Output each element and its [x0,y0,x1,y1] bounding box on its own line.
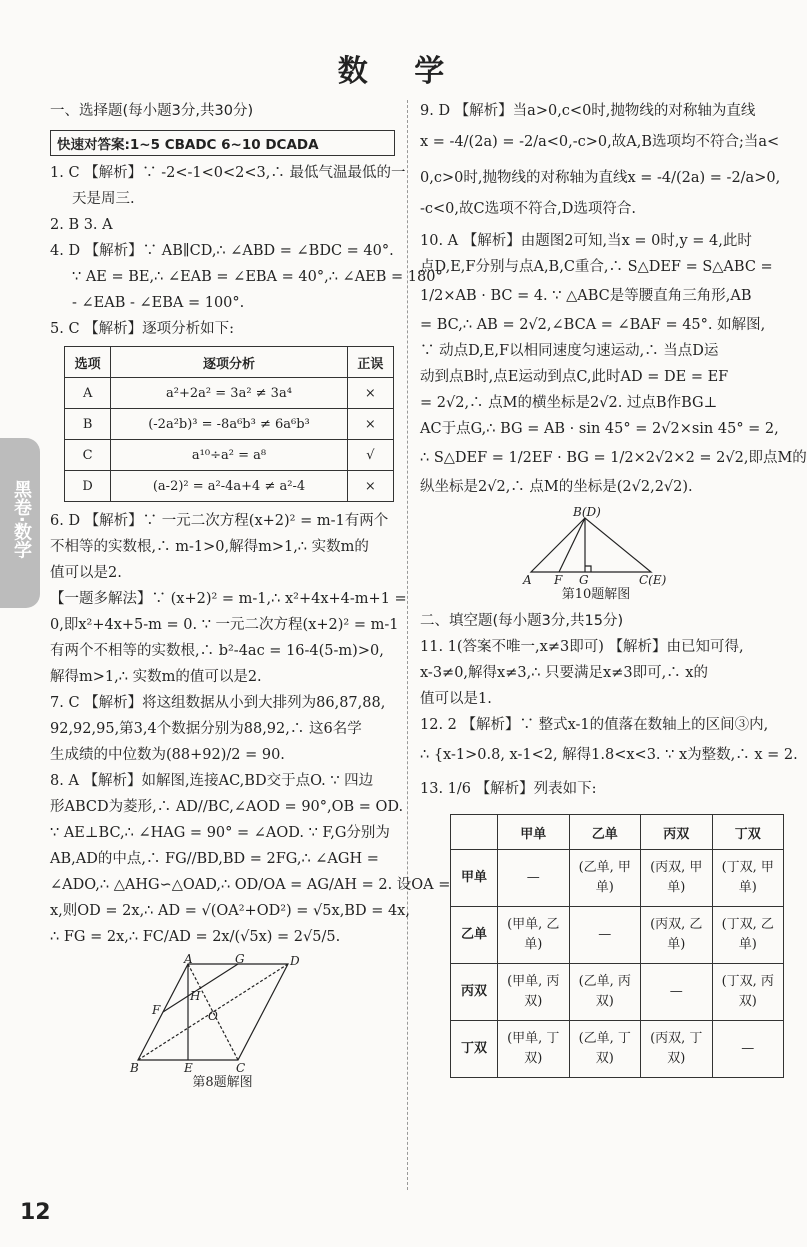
table-cell: B [65,409,111,440]
table-cell: D [65,471,111,502]
point-label: F [151,1003,160,1017]
answer-line: 天是周三. [72,191,135,207]
triangle-outline [531,518,651,572]
section-choice-heading: 一、选择题(每小题3分,共30分) [50,103,254,119]
answer-line: 值可以是2. [50,565,122,581]
side-tab [0,438,40,608]
table-row [65,440,394,471]
table-cell: a¹⁰÷a² = a⁸ [111,440,347,471]
table-header: 乙单 [569,815,641,850]
answer-line: 纵坐标是2√2,∴ 点M的坐标是(2√2,2√2). [420,479,693,495]
table-cell: √ [347,440,393,471]
answer-line: 0,即x²+4x+5-m = 0. ∵ 一元二次方程(x+2)² = m-1 [50,617,399,633]
table-row [451,964,784,1021]
table-row [65,378,394,409]
table-header: 甲单 [498,815,570,850]
table-cell: — [498,850,570,907]
point-label: G [579,573,589,587]
answer-line: -c<0,故C选项不符合,D选项符合. [420,201,636,217]
point-label: B [129,1061,139,1075]
point-label: H [189,989,200,1003]
table-cell: (-2a²b)³ = -8a⁶b³ ≠ 6a⁶b³ [111,409,347,440]
table-cell: (a-2)² = a²-4a+4 ≠ a²-4 [111,471,347,502]
table-cell: (甲单, 丙双) [498,964,570,1021]
answer-line: ∵ AE = BE,∴ ∠EAB = ∠EBA = 40°,∴ ∠AEB = 180° [72,269,443,285]
point-label: F [554,573,563,587]
answer-line: 12. 2 【解析】∵ 整式x-1的值落在数轴上的区间③内, [420,717,769,733]
page-number: 12 [20,1200,51,1225]
table-header: 逐项分析 [111,347,347,378]
answer-line: 11. 1(答案不唯一,x≠3即可) 【解析】由已知可得, [420,639,744,655]
answer-line: - ∠EAB - ∠EBA = 100°. [72,295,245,311]
right-angle-mark [585,566,591,572]
table-cell: × [347,378,393,409]
point-label: B(D) [573,505,601,519]
table-header: 丙双 [641,815,713,850]
row-header: 丙双 [451,964,498,1021]
answer-line: ∴ FG = 2x,∴ FC/AD = 2x/(√5x) = 2√5/5. [50,929,341,945]
table-cell: (丁双, 丙双) [712,964,784,1021]
table-cell: (丙双, 丁双) [641,1021,713,1078]
section-fill-heading: 二、填空题(每小题3分,共15分) [420,613,624,629]
table-cell: — [569,907,641,964]
answer-line: = 2√2,∴ 点M的横坐标是2√2. 过点B作BG⊥ [420,395,718,411]
answer-line: 5. C 【解析】逐项分析如下: [50,321,235,337]
table-cell: C [65,440,111,471]
point-label: C(E) [639,573,667,587]
table-cell: (乙单, 丙双) [569,964,641,1021]
figure-caption: 第10题解图 [561,587,631,602]
answer-line: x-3≠0,解得x≠3,∴ 只要满足x≠3即可,∴ x的 [420,665,708,681]
table-cell: (甲单, 丁双) [498,1021,570,1078]
table-row [451,907,784,964]
table-row [451,1021,784,1078]
table-cell: × [347,471,393,502]
answer-line: 10. A 【解析】由题图2可知,当x = 0时,y = 4,此时 [420,233,752,249]
table-cell: — [712,1021,784,1078]
left-column [50,98,451,1092]
table-row [65,471,394,502]
answer-line: 动到点B时,点E运动到点C,此时AD = DE = EF [420,369,729,385]
row-header: 丁双 [451,1021,498,1078]
point-label: E [183,1061,193,1075]
figure-caption: 第8题解图 [192,1075,253,1090]
answer-line: 7. C 【解析】将这组数据从小到大排列为86,87,88, [50,695,386,711]
table-cell: (甲单, 乙单) [498,907,570,964]
quick-answer-box: 快速对答案:1~5 CBADC 6~10 DCADA [50,130,395,156]
table-cell: (丁双, 甲单) [712,850,784,907]
answer-line: 解得m>1,∴ 实数m的值可以是2. [50,669,262,685]
answer-line: 13. 1/6 【解析】列表如下: [420,781,597,797]
table-row [65,409,394,440]
answer-line: ∠ADO,∴ △AHG∽△OAD,∴ OD/OA = AG/AH = 2. 设OA = [50,877,451,893]
table-header [451,815,498,850]
answer-line: 不相等的实数根,∴ m-1>0,解得m>1,∴ 实数m的 [50,539,369,555]
q10-triangle-figure [521,506,671,586]
table-header: 选项 [65,347,111,378]
answer-line: 0,c>0时,抛物线的对称轴为直线x = -4/(2a) = -2/a>0, [420,170,781,186]
segment-bf [559,518,585,572]
answer-line: 形ABCD为菱形,∴ AD//BC,∠AOD = 90°,OB = OD. [50,799,404,815]
answer-line: AB,AD的中点,∴ FG//BD,BD = 2FG,∴ ∠AGH = [50,851,379,867]
table-cell: (丙双, 乙单) [641,907,713,964]
answer-line: 2. B 3. A [50,217,113,233]
answer-line: 1/2×AB · BC = 4. ∵ △ABC是等腰直角三角形,AB [420,288,752,304]
point-label: D [289,954,300,968]
answer-line: 92,92,95,第3,4个数据分别为88,92,∴ 这6名学 [50,721,362,737]
q8-rhombus-figure [128,952,318,1075]
point-label: O [207,1009,218,1023]
answer-line: 1. C 【解析】∵ -2<-1<0<2<3,∴ 最低气温最低的一 [50,165,406,181]
row-header: 甲单 [451,850,498,907]
answer-line: 生成绩的中位数为(88+92)/2 = 90. [50,747,285,763]
answer-line: 6. D 【解析】∵ 一元二次方程(x+2)² = m-1有两个 [50,513,389,529]
table-cell: A [65,378,111,409]
answer-line: ∴ {x-1>0.8, x-1<2, 解得1.8<x<3. ∵ x为整数,∴ x = 2. [420,747,798,763]
table-cell: (乙单, 丁双) [569,1021,641,1078]
table-cell: (丁双, 乙单) [712,907,784,964]
answer-line: x,则OD = 2x,∴ AD = √(OA²+OD²) = √5x,BD = 4x, [50,903,410,919]
answer-line: ∵ 动点D,E,F以相同速度匀速运动,∴ 当点D运 [420,343,719,359]
answer-line: 4. D 【解析】∵ AB∥CD,∴ ∠ABD = ∠BDC = 40°. [50,243,394,259]
answer-line: x = -4/(2a) = -2/a<0,-c>0,故A,B选项均不符合;当a< [420,134,780,150]
point-label: C [235,1061,245,1075]
answer-line: = BC,∴ AB = 2√2,∠BCA = ∠BAF = 45°. 如解图, [420,317,766,333]
point-label: A [183,952,193,966]
answer-line: 点D,E,F分别与点A,B,C重合,∴ S△DEF = S△ABC = [420,259,773,275]
side-tab-label: 黑卷·数学 [11,480,32,559]
table-cell: × [347,409,393,440]
answer-line: 【一题多解法】∵ (x+2)² = m-1,∴ x²+4x+4-m+1 = [50,591,407,607]
table-cell: a²+2a² = 3a² ≠ 3a⁴ [111,378,347,409]
page-title: 数 学 [337,54,463,89]
answer-line: 8. A 【解析】如解图,连接AC,BD交于点O. ∵ 四边 [50,773,374,789]
table-cell: (丙双, 甲单) [641,850,713,907]
segment-fg [163,964,238,1012]
q13-outcome-table [450,814,784,1078]
answer-line: 值可以是1. [420,691,492,707]
q5-analysis-table [64,346,394,502]
table-header: 正误 [347,347,393,378]
right-column [420,98,807,1078]
table-row [451,850,784,907]
table-header: 丁双 [712,815,784,850]
answer-line: 9. D 【解析】当a>0,c<0时,抛物线的对称轴为直线 [420,103,756,119]
table-cell: (乙单, 甲单) [569,850,641,907]
point-label: G [234,952,245,966]
answer-line: 有两个不相等的实数根,∴ b²-4ac = 16-4(5-m)>0, [50,643,384,659]
answer-line: AC于点G,∴ BG = AB · sin 45° = 2√2×sin 45° = 2, [420,421,779,437]
table-cell: — [641,964,713,1021]
answer-line: ∵ AE⊥BC,∴ ∠HAG = 90° = ∠AOD. ∵ F,G分别为 [50,825,390,841]
point-label: A [523,573,532,587]
answer-line: ∴ S△DEF = 1/2EF · BG = 1/2×2√2×2 = 2√2,即点M的 [420,450,807,466]
row-header: 乙单 [451,907,498,964]
